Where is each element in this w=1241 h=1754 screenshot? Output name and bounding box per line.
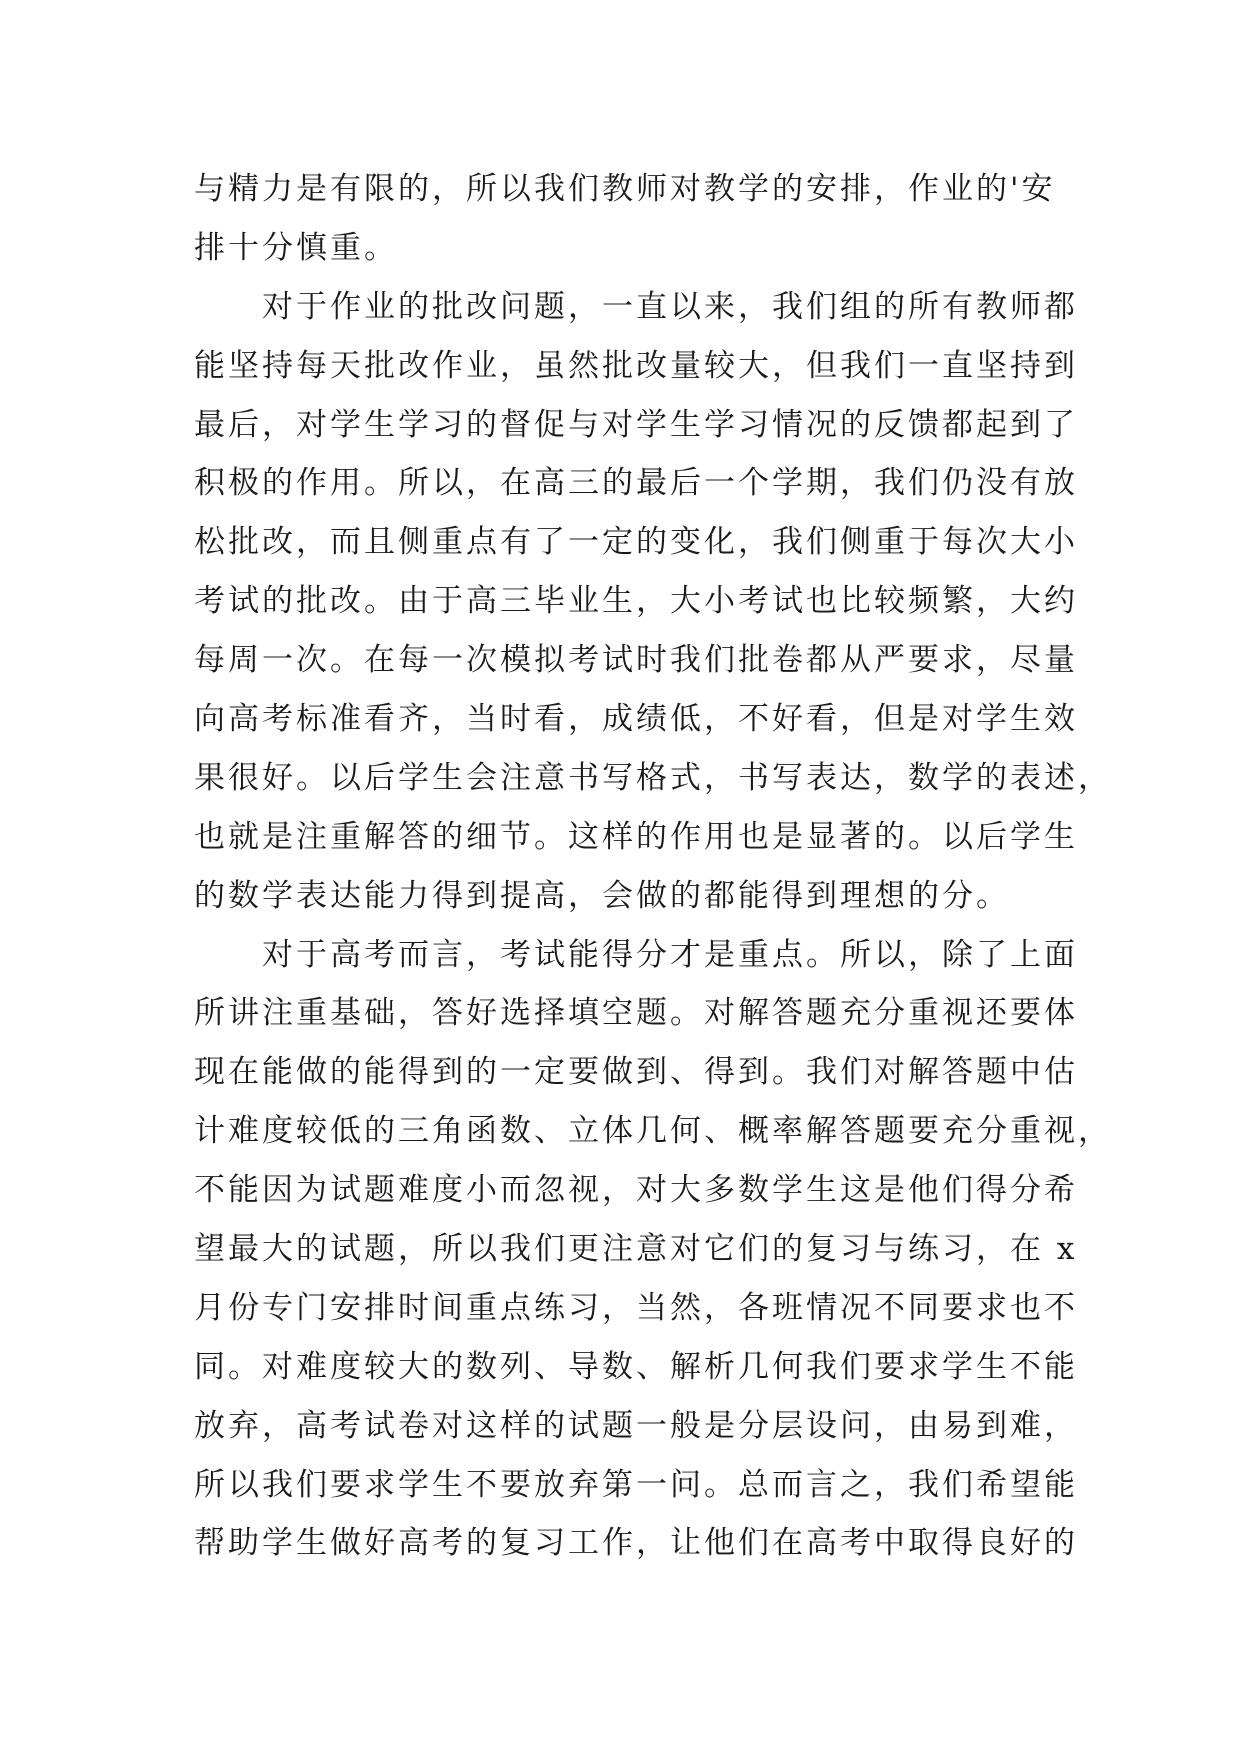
text-line: 能坚持每天批改作业，虽然批改量较大，但我们一直坚持到 [194, 347, 1078, 384]
paragraph [194, 926, 1112, 1574]
paragraph [194, 160, 1056, 278]
text-line: 不能因为试题难度小而忽视，对大多数学生这是他们得分希 [194, 1172, 1078, 1209]
text-line: 向高考标准看齐，当时看，成绩低，不好看，但是对学生效 [194, 701, 1078, 738]
text-line: 月份专门安排时间重点练习，当然，各班情况不同要求也不 [194, 1289, 1078, 1326]
text-line: 排十分慎重。 [194, 229, 398, 266]
text-line: 现在能做的能得到的一定要做到、得到。我们对解答题中估 [194, 1054, 1078, 1091]
text-line: 每周一次。在每一次模拟考试时我们批卷都从严要求，尽量 [194, 642, 1078, 679]
text-line: 最后，对学生学习的督促与对学生学习情况的反馈都起到了 [194, 406, 1078, 443]
text-line: 计难度较低的三角函数、立体几何、概率解答题要充分重视， [194, 1113, 1112, 1150]
text-line: 对于作业的批改问题，一直以来，我们组的所有教师都 [262, 288, 1078, 325]
text-line: 果很好。以后学生会注意书写格式，书写表达，数学的表述， [194, 759, 1112, 796]
text-line: 望最大的试题，所以我们更注意对它们的复习与练习，在 x [194, 1231, 1078, 1268]
text-line: 与精力是有限的，所以我们教师对教学的安排，作业的'安 [194, 171, 1056, 207]
text-line: 所讲注重基础，答好选择填空题。对解答题充分重视还要体 [194, 995, 1078, 1032]
paragraph [194, 278, 1112, 926]
text-line: 帮助学生做好高考的复习工作，让他们在高考中取得良好的 [194, 1525, 1078, 1562]
text-line: 也就是注重解答的细节。这样的作用也是显著的。以后学生 [194, 818, 1078, 855]
text-line: 考试的批改。由于高三毕业生，大小考试也比较频繁，大约 [194, 583, 1078, 620]
text-line: 松批改，而且侧重点有了一定的变化，我们侧重于每次大小 [194, 524, 1078, 561]
document-body [194, 160, 1112, 1573]
text-line: 同。对难度较大的数列、导数、解析几何我们要求学生不能 [194, 1348, 1078, 1385]
text-line: 积极的作用。所以，在高三的最后一个学期，我们仍没有放 [194, 465, 1078, 502]
text-line: 对于高考而言，考试能得分才是重点。所以，除了上面 [262, 936, 1078, 973]
text-line: 放弃，高考试卷对这样的试题一般是分层设问，由易到难， [194, 1407, 1078, 1444]
text-line: 的数学表达能力得到提高，会做的都能得到理想的分。 [194, 877, 1010, 914]
text-line: 所以我们要求学生不要放弃第一问。总而言之，我们希望能 [194, 1466, 1078, 1503]
